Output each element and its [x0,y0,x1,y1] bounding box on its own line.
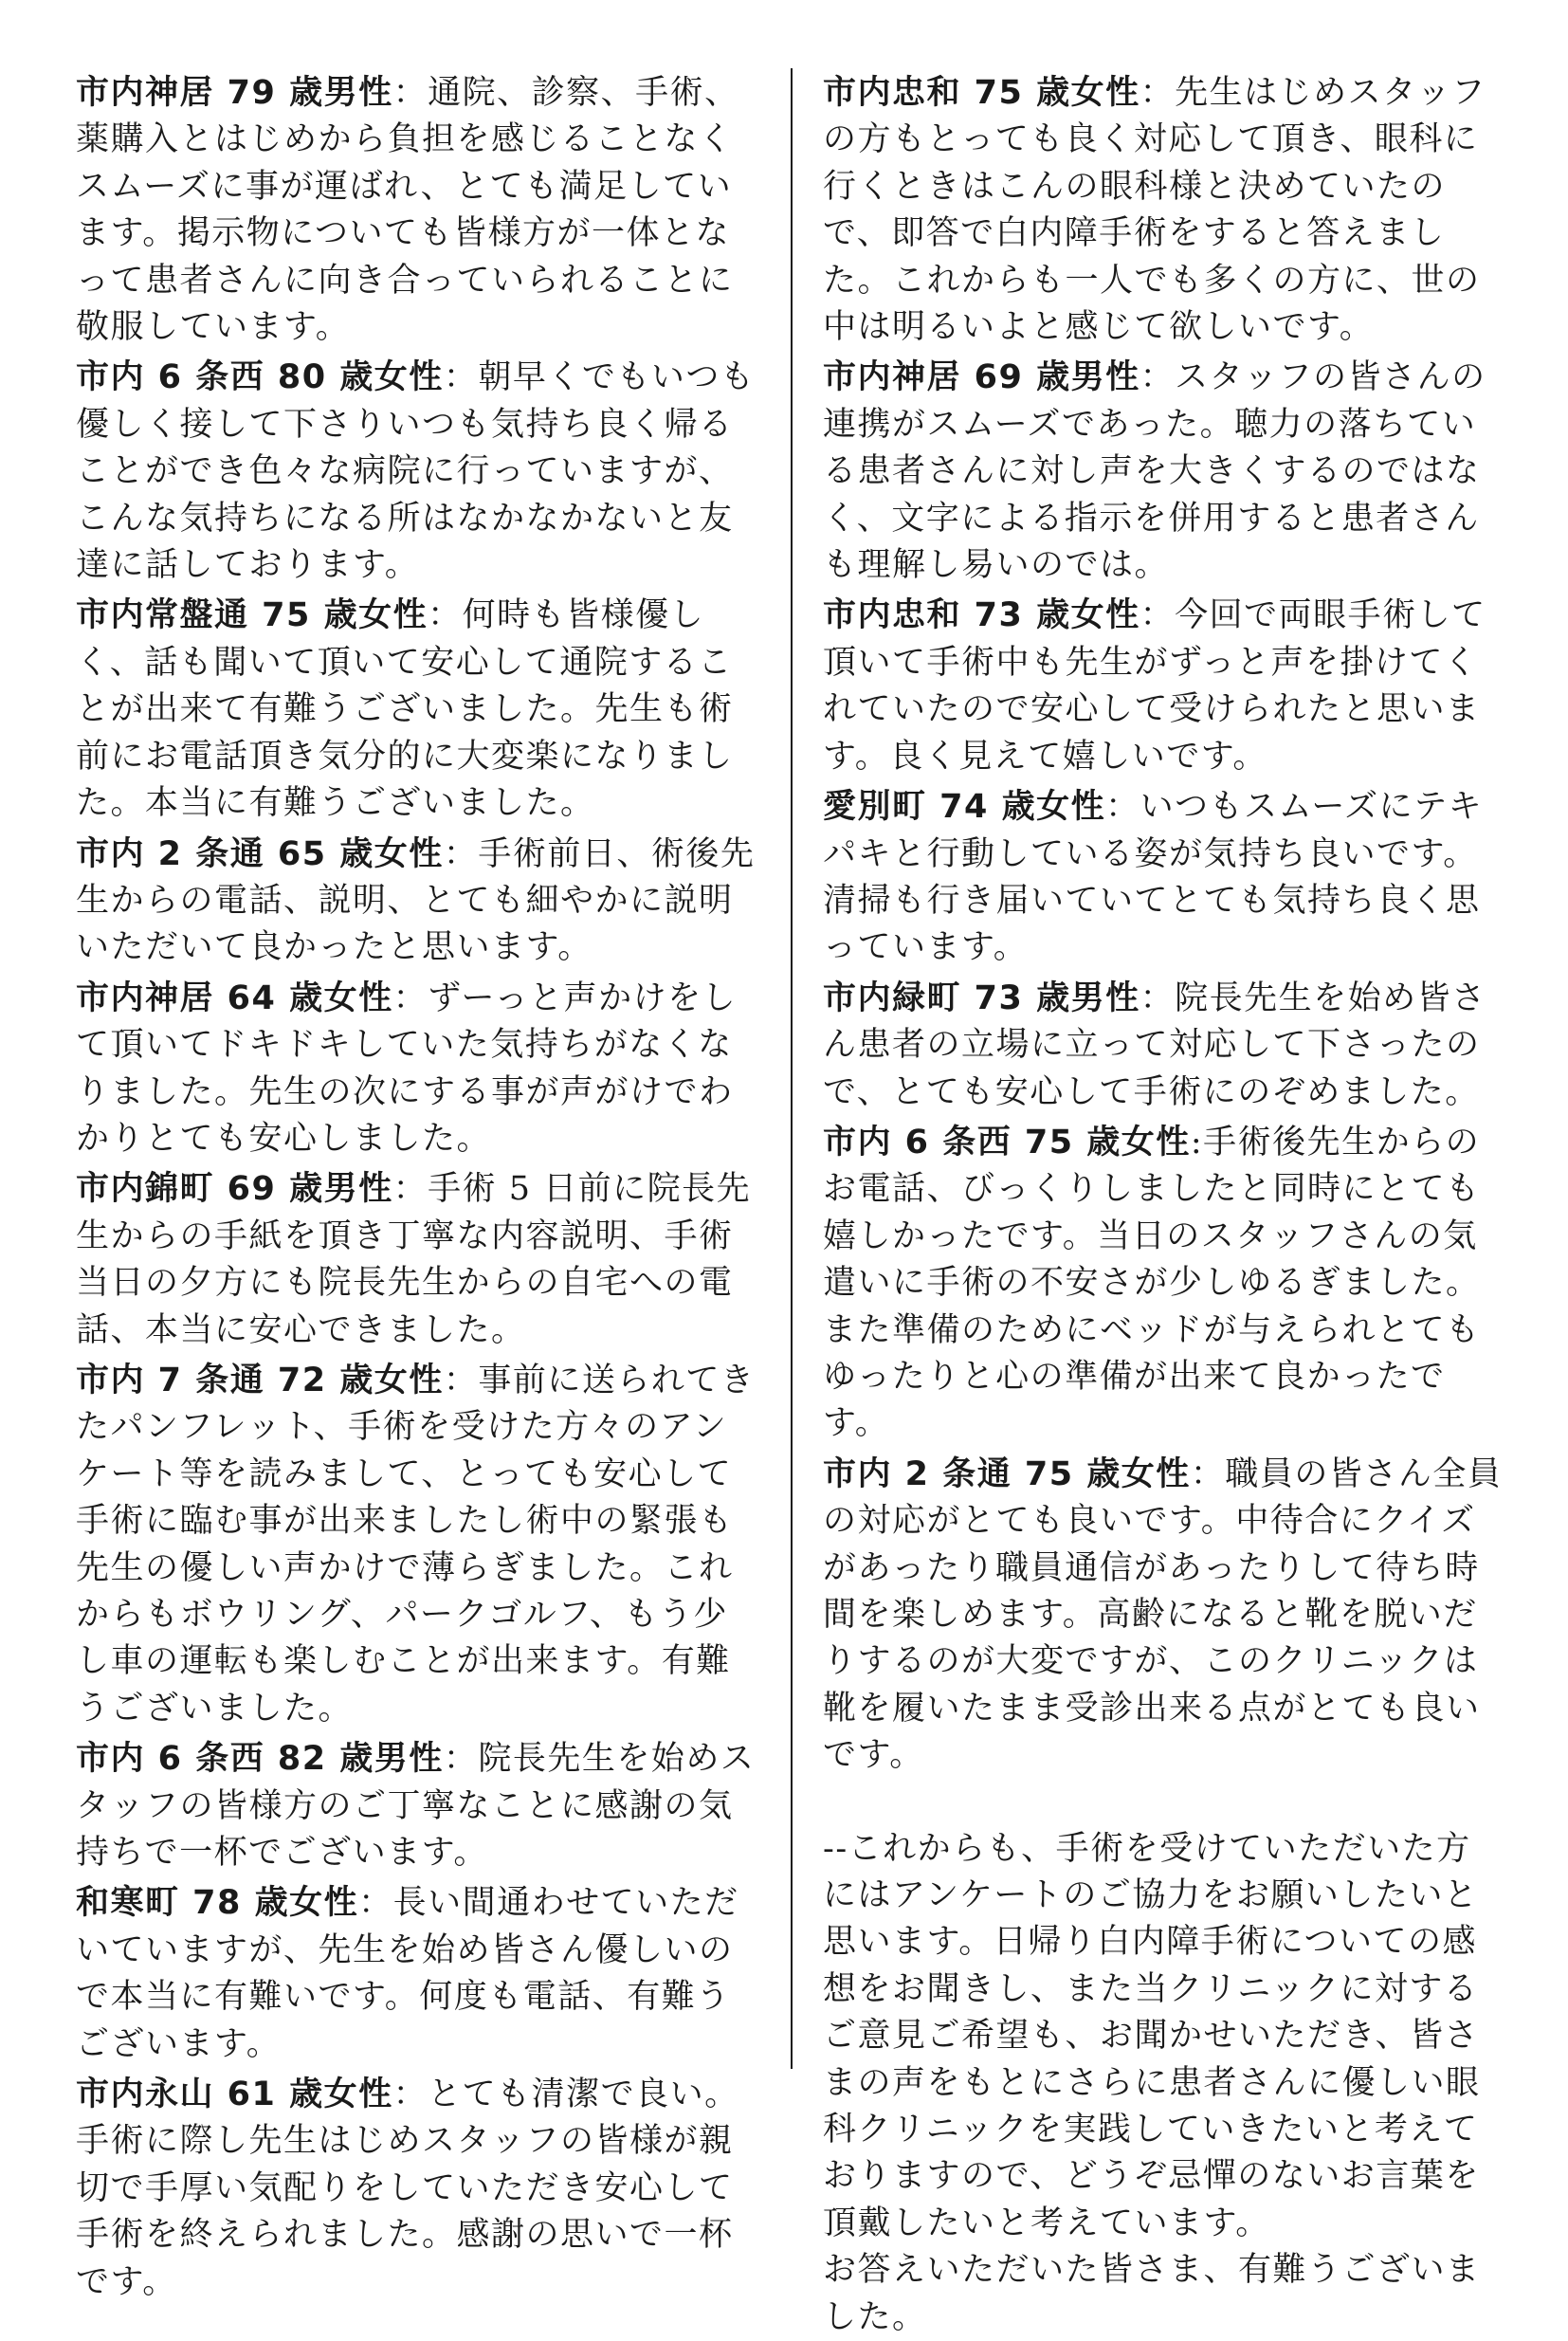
testimonial-entry [823,70,1505,351]
testimonial-entry [823,1452,1505,1780]
testimonial-entry [823,784,1505,972]
respondent-label: 市内忠和 75 歳女性 [823,74,1140,112]
respondent-label: 市内緑町 73 歳男性 [823,978,1140,1017]
respondent-label: 市内神居 79 歳男性 [76,74,393,112]
respondent-label: 市内永山 61 歳女性 [76,2076,393,2114]
respondent-label: 市内神居 69 歳男性 [823,358,1140,397]
respondent-label: 市内 2 条通 75 歳女性 [823,1454,1191,1493]
closing-thanks: お答えいただいた皆さま、有難うございました。 [823,2251,1481,2336]
testimonial-entry [76,832,758,972]
testimonial-entry [76,593,758,827]
left-column [76,70,758,2310]
testimonial-text: ：とても清潔で良い。手術に際し先生はじめスタッフの皆様が親切で手厚い気配りをしていただき安心して手術を終えられました。感謝の思いで一杯です。 [76,2076,739,2301]
testimonial-text: ：ずーっと声かけをして頂いてドキドキしていた気持ちがなくなりました。先生の次にする事が声がけでわかりとても安心しました。 [76,978,738,1158]
testimonial-text: ：手術 5 日前に院長先生からの手紙を頂き丁寧な内容説明、手術当日の夕方にも院長先生からの自宅への電話、本当に安心できました。 [76,1170,752,1349]
respondent-label: 市内 7 条通 72 歳女性 [76,1361,444,1399]
testimonial-entry [823,976,1505,1116]
testimonial-text: ：朝早くでもいつも優しく接して下さりいつも気持ち良く帰ることができ色々な病院に行っていますが、こんな気持ちになる所はなかなかないと友達に話しております。 [76,358,756,585]
testimonial-text: ：先生はじめスタッフの方もとっても良く対応して頂き、眼科に行くときはこんの眼科様と決めていたので、即答で白内障手術をすると答えました。これからも一人でも多くの方に、世の中は明るいよと感じて欲しいです。 [823,74,1486,347]
respondent-label: 市内錦町 69 歳男性 [76,1170,393,1209]
column-divider [791,68,793,2069]
testimonial-entry [823,593,1505,780]
testimonial-entry [76,1880,758,2068]
respondent-label: 愛別町 74 歳女性 [823,788,1106,827]
respondent-label: 市内 6 条西 75 歳女性 [823,1123,1191,1161]
testimonial-text: ：今回で両眼手術して頂いて手術中も先生がずっと声を掛けてくれていたので安心して受けられたと思います。良く見えて嬉しいです。 [823,596,1486,776]
testimonial-text: ：事前に送られてきたパンフレット、手術を受けた方々のアンケート等を読みまして、とっても安心して手術に臨む事が出来ましたし術中の緊張も先生の優しい声かけで薄らぎました。これからもボウリング、パークゴルフ、もう少し車の運転も楽しむことが出来ます。有難うございました。 [76,1361,756,1728]
respondent-label: 市内 6 条西 80 歳女性 [76,358,444,397]
testimonial-entry [76,1736,758,1876]
respondent-label: 和寒町 78 歳女性 [76,1884,359,1923]
testimonial-entry [76,70,758,351]
testimonial-entry [76,976,758,1163]
closing-paragraph: --これからも、手術を受けていただいた方にはアンケートのご協力をお願いしたいと思います。日帰り白内障手術についての感想をお聞きし、また当クリニックに対するご意見ご希望も、お聞かせいただき、皆さまの声をもとにさらに患者さんに優しい眼科クリニックを実践していきたいと考えておりますので、どうぞ忌憚のないお言葉を頂戴したいと考えています。 [823,1829,1481,2242]
respondent-label: 市内 2 条通 65 歳女性 [76,834,444,873]
testimonial-text: ：院長先生を始めスタッフの皆様方のご丁寧なことに感謝の気持ちで一杯でございます。 [76,1740,756,1873]
testimonial-text: ：通院、診察、手術、薬購入とはじめから負担を感じることなくスムーズに事が運ばれ、とても満足しています。掲示物についても皆様方が一体となって患者さんに向き合っていられることに敬服しています。 [76,74,739,347]
testimonial-entry [823,355,1505,589]
right-column [823,70,1505,2341]
respondent-label: 市内常盤通 75 歳女性 [76,596,428,635]
testimonial-entry [823,1120,1505,1448]
respondent-label: 市内 6 条西 82 歳男性 [76,1740,444,1779]
testimonial-text: ：職員の皆さん全員の対応がとても良いです。中待合にクイズがあったり職員通信があったりして待ち時間を楽しめます。高齢になると靴を脱いだりするのが大変ですが、このクリニックは靴を履いたまま受診出来る点がとても良いです。 [823,1454,1503,1775]
closing-message [823,1826,1505,2341]
testimonial-text: :手術後先生からのお電話、びっくりしましたと同時にとても嬉しかったです。当日のスタッフさんの気遣いに手術の不安さが少しゆるぎました。また準備のためにベッドが与えられとてもゆったりと心の準備が出来て良かったです。 [823,1123,1481,1443]
testimonial-text: ：いつもスムーズにテキパキと行動している姿が気持ち良いです。清掃も行き届いていてとても気持ち良く思っています。 [823,788,1484,967]
respondent-label: 市内神居 64 歳女性 [76,978,393,1017]
testimonial-text: ：スタッフの皆さんの連携がスムーズであった。聴力の落ちている患者さんに対し声を大きくするのではなく、文字による指示を併用すると患者さんも理解し易いのでは。 [823,358,1486,585]
testimonial-text: ：手術前日、術後先生からの電話、説明、とても細やかに説明いただいて良かったと思います。 [76,834,756,967]
testimonial-text: ：院長先生を始め皆さん患者の立場に立って対応して下さったので、とても安心して手術にのぞめました。 [823,978,1486,1111]
testimonial-entry [76,1166,758,1354]
testimonial-text: ：長い間通わせていただいていますが、先生を始め皆さん優しいので本当に有難いです。何度も電話、有難うございます。 [76,1884,739,2063]
testimonial-entry [76,355,758,589]
testimonial-text: ：何時も皆様優しく、話も聞いて頂いて安心して通院することが出来て有難うございました。先生も術前にお電話頂き気分的に大変楽になりました。本当に有難うございました。 [76,596,734,823]
testimonial-entry [76,2072,758,2306]
testimonial-entry [76,1358,758,1732]
respondent-label: 市内忠和 73 歳女性 [823,596,1140,635]
